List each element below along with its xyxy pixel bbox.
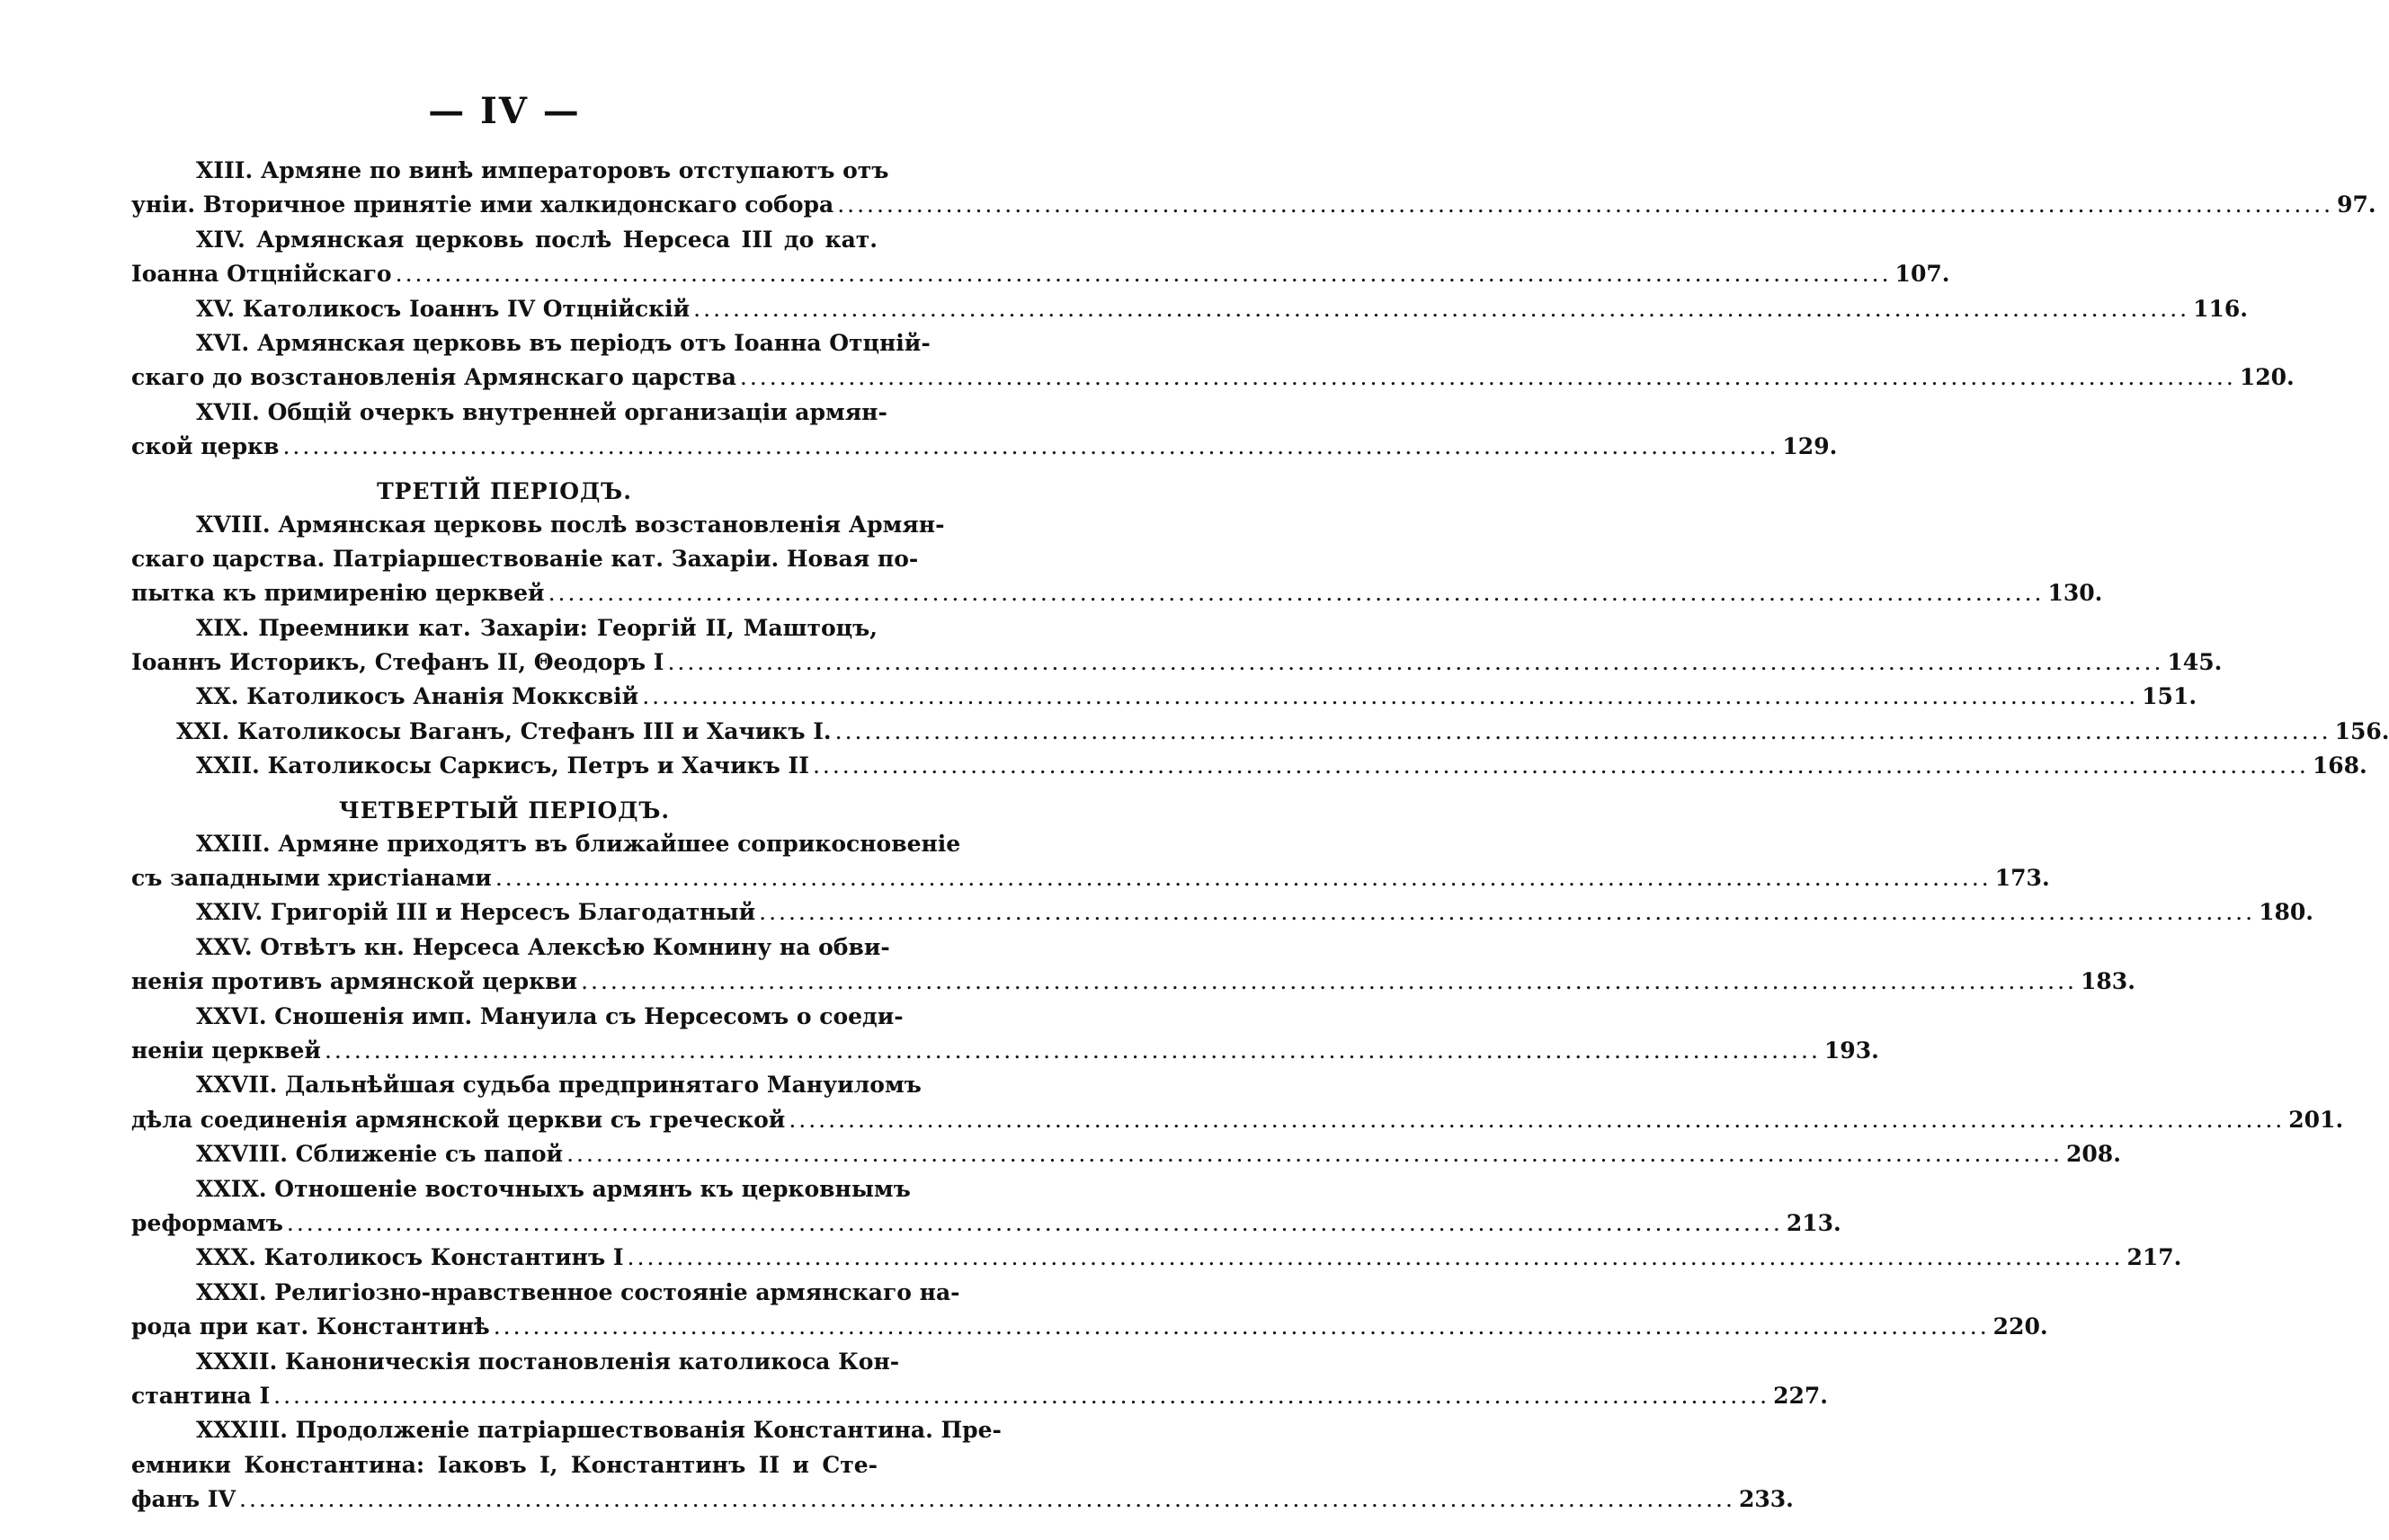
dot-leader [667, 649, 2163, 675]
section-heading: ЧЕТВЕРТЫЙ ПЕРІОДЪ. [338, 797, 671, 823]
toc-entry-text: XXIII. Армяне приходятъ въ ближайшее соприкосновеніе [196, 830, 961, 857]
toc-entry-text: Іоанна Отцнійскаго [131, 261, 392, 288]
toc-page-number: 145. [2167, 649, 2223, 676]
toc-page [131, 90, 2389, 1520]
toc-entry-text: XXV. Отвѣтъ кн. Нерсеса Алексѣю Комнину на обви- [196, 933, 890, 960]
dot-leader [837, 191, 2333, 218]
toc-page-number: 120. [2239, 364, 2295, 391]
toc-entry-text: XVII. Общій очеркъ внутренней организаціи армян- [196, 398, 887, 425]
toc-line [131, 191, 2376, 226]
toc-line [131, 1382, 1828, 1417]
toc-entry-text: XXIV. Григорій III и Нерсесъ Благодатный [196, 899, 756, 926]
dot-leader [581, 968, 2077, 994]
toc-entry-text: XIII. Армяне по винѣ императоровъ отступаютъ отъ [196, 157, 889, 183]
toc-page-number: 220. [1992, 1313, 2048, 1340]
dot-leader [740, 364, 2236, 390]
toc-line [131, 933, 890, 968]
dot-leader [495, 865, 1992, 891]
toc-entry-text: XXX. Католикосъ Константинъ I [196, 1244, 624, 1271]
toc-line [131, 545, 919, 580]
dot-leader [566, 1141, 2063, 1167]
dot-leader [789, 1107, 2285, 1133]
toc-page-number: 201. [2288, 1106, 2344, 1133]
toc-entry-text: XVI. Армянская церковь въ періодъ отъ Іоанна Отцній- [196, 329, 931, 356]
toc-page-number: 180. [2259, 899, 2313, 926]
toc-page-number: 156. [2334, 717, 2389, 744]
toc-entry-text: XXII. Католикосы Саркисъ, Петръ и Хачикъ II [196, 752, 809, 779]
dot-leader [282, 433, 1778, 459]
toc-line [131, 261, 1950, 295]
toc-line [131, 364, 2295, 398]
dot-leader [759, 899, 2255, 925]
toc-entry-text: XXXIII. Продолженіе патріаршествованія Константина. Пре- [196, 1417, 1002, 1444]
section-heading: ТРЕТІЙ ПЕРІОДЪ. [377, 477, 632, 504]
toc-entry-text: XXI. Католикосы Ваганъ, Стефанъ III и Хачикъ I. [176, 717, 832, 744]
toc-line [131, 899, 2313, 933]
toc-line [131, 1141, 2121, 1175]
toc-line [131, 865, 2050, 899]
toc-page-number: 151. [2142, 683, 2197, 710]
toc-page-number: 168. [2312, 752, 2367, 779]
toc-entry-text: XXVI. Сношенія имп. Мануила съ Нерсесомъ о соеди- [196, 1002, 904, 1029]
dot-leader [273, 1383, 1769, 1409]
dot-leader [693, 296, 2189, 322]
toc-line [131, 157, 889, 191]
toc-page-number: 227. [1773, 1382, 1828, 1409]
toc-line [131, 511, 945, 546]
toc-entry-text: скаго царства. Патріаршествованіе кат. Захаріи. Новая по- [131, 545, 919, 572]
toc-page-number: 173. [1994, 865, 2050, 892]
toc-entry-text: рода при кат. Константинѣ [131, 1313, 490, 1340]
toc-entry-text: Іоаннъ Историкъ, Стефанъ II, Θеодоръ I [131, 649, 664, 676]
toc-page-number: 130. [2047, 580, 2103, 607]
toc-entry-text: XXXII. Каноническія постановленія католикоса Кон- [196, 1348, 900, 1375]
toc-line [131, 1313, 2048, 1348]
toc-entry-text: реформамъ [131, 1209, 283, 1236]
toc-entry-text: неніи церквей [131, 1037, 321, 1064]
toc-page-number: 213. [1786, 1209, 1841, 1236]
toc-page-number: 129. [1782, 433, 1838, 460]
dot-leader [628, 1244, 2124, 1270]
toc-page-number: 193. [1823, 1037, 1879, 1064]
toc-line [131, 1348, 900, 1383]
toc-entry-text: уніи. Вторичное принятіе ими халкидонскаго собора [131, 191, 834, 218]
toc-page-number: 183. [2081, 968, 2135, 995]
toc-entry-text: XXIX. Отношеніе восточныхъ армянъ къ церковнымъ [196, 1175, 911, 1202]
toc-line [131, 580, 2103, 614]
toc-line [131, 1106, 2344, 1141]
toc-entry-text: съ западными христіанами [131, 865, 492, 892]
toc-line [131, 1486, 1794, 1520]
dot-leader [642, 683, 2138, 709]
toc-entry-text: XXVII. Дальнѣйшая судьба предпринятаго Мануиломъ [196, 1072, 922, 1099]
toc-line [131, 830, 961, 865]
toc-page-number: 107. [1894, 261, 1950, 288]
toc-line [131, 1209, 1841, 1244]
toc-line [131, 752, 2367, 787]
toc-entry-text: ненія противъ армянской церкви [131, 968, 578, 995]
toc-line [131, 1417, 1002, 1451]
toc-line [131, 1244, 2182, 1278]
toc-line [131, 683, 2197, 717]
dot-leader [396, 261, 1892, 287]
toc-entry-text: XIV. Армянская церковь послѣ Нерсеса III до кат. [196, 226, 878, 253]
toc-entry-text: XIX. Преемники кат. Захаріи: Георгій II, Маштоцъ, [196, 614, 878, 641]
toc-entry-text: XV. Католикосъ Іоаннъ IV Отцнійскій [196, 295, 691, 322]
toc-page-number: 233. [1738, 1486, 1794, 1513]
toc-entry-text: емники Константина: Іаковъ I, Константинъ II и Сте- [131, 1451, 878, 1478]
dot-leader [239, 1486, 1735, 1512]
dot-leader [325, 1037, 1821, 1064]
toc-line [131, 968, 2135, 1002]
dot-leader [287, 1210, 1783, 1236]
toc-page-number: 208. [2066, 1141, 2121, 1168]
toc-line [131, 615, 878, 649]
toc-entry-text: XXVIII. Сближеніе съ папой [196, 1141, 564, 1168]
toc-entry-text: скаго до возстановленія Армянскаго царства [131, 364, 736, 391]
toc-line [131, 649, 2223, 683]
toc-line [131, 1175, 911, 1210]
toc-entry-text: XVIII. Армянская церковь послѣ возстановленія Армян- [196, 511, 945, 538]
toc-line [131, 1278, 960, 1313]
toc-entry-text: ской церкв [131, 433, 280, 460]
toc-line [131, 1072, 922, 1106]
toc-line [131, 329, 931, 364]
toc-line [131, 717, 2389, 752]
toc-line [131, 1037, 1879, 1072]
toc-entry-text: пытка къ примиренію церквей [131, 580, 545, 607]
dot-leader [494, 1313, 1990, 1340]
toc-line [131, 433, 1838, 467]
toc-page-number: 217. [2126, 1244, 2182, 1271]
toc-line [131, 295, 2248, 330]
toc-line [131, 1452, 878, 1486]
toc-page-number: 97. [2337, 191, 2376, 218]
toc-line [131, 227, 878, 261]
toc-entry-text: стантина I [131, 1382, 271, 1409]
page-number: — IV — [428, 90, 581, 132]
toc-entry-text: дѣла соединенія армянской церкви съ греческой [131, 1106, 786, 1133]
toc-line [131, 1002, 904, 1037]
toc-entry-text: фанъ IV [131, 1486, 236, 1513]
toc-line [131, 398, 887, 433]
toc-entry-text: XXXI. Религіозно-нравственное состояніе армянскаго на- [196, 1278, 960, 1305]
dot-leader [548, 580, 2045, 606]
dot-leader [835, 718, 2331, 744]
toc-entry-text: XX. Католикосъ Ананія Мокксвій [196, 683, 639, 710]
table-of-contents [131, 157, 2389, 1520]
dot-leader [813, 752, 2309, 779]
toc-page-number: 116. [2193, 295, 2248, 322]
